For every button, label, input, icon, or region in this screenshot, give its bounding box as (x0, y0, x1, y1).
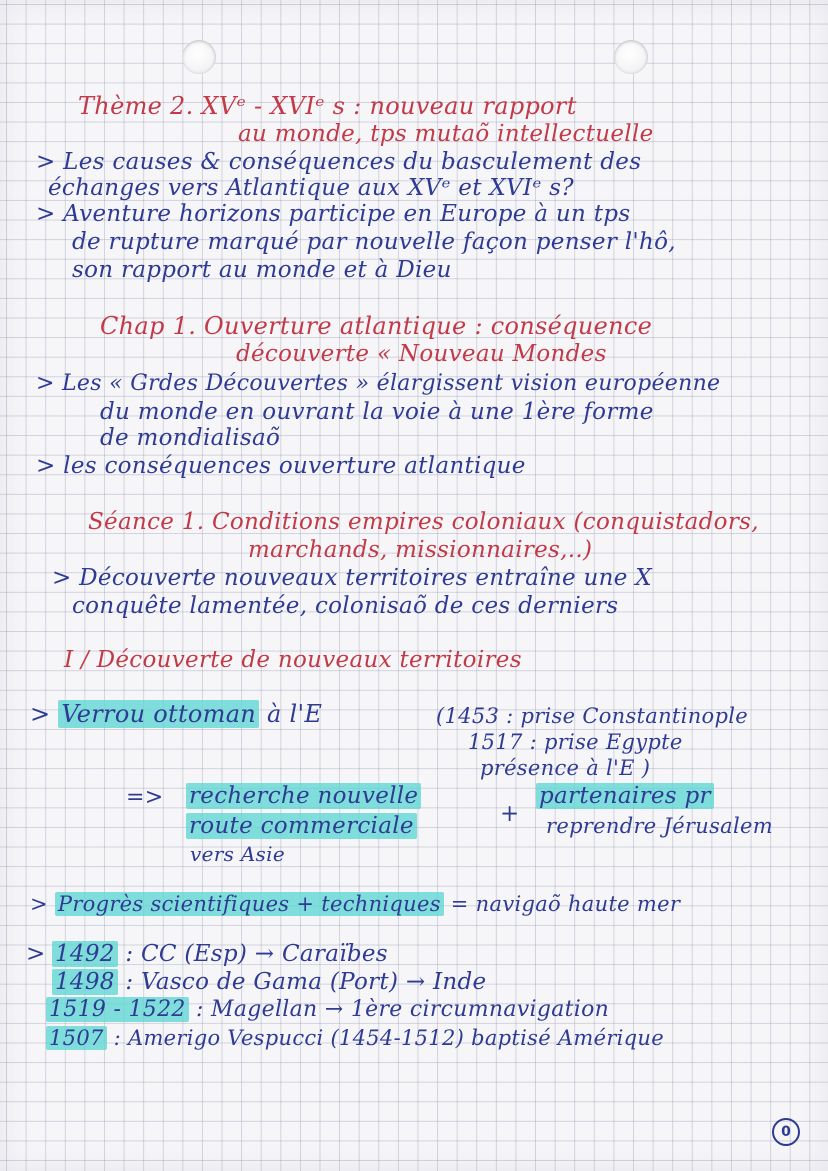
events-marker: > (26, 941, 46, 967)
question-aventure-line3: son rapport au monde et à Dieu (72, 257, 452, 283)
verrou-ottoman-line: > Verrou ottoman à l'E (30, 700, 323, 728)
event-row (46, 1024, 664, 1052)
event-text: : Vasco de Gama (Port) → Inde (125, 969, 487, 995)
seance-subtitle: marchands, missionnaires,..) (248, 537, 593, 563)
recherche-highlight-2: route commerciale (186, 813, 417, 839)
recherche-route-line1 (186, 782, 421, 810)
event-year: 1519 - 1522 (46, 997, 189, 1022)
event-text: : Amerigo Vespucci (1454-1512) baptisé Amérique (113, 1026, 664, 1050)
question-aventure-line1: > Aventure horizons participe en Europe à un tps (36, 201, 631, 227)
chapter-subtitle: découverte « Nouveau Mondes (236, 341, 607, 367)
note-consequences: > les conséquences ouverture atlantique (36, 453, 526, 479)
progres-rest: = navigaõ haute mer (450, 892, 681, 916)
question-causes-line2: échanges vers Atlantique aux XVᵉ et XVIᵉ s? (48, 175, 574, 201)
event-year: 1498 (52, 969, 118, 995)
partenaires-line1 (536, 782, 714, 810)
question-aventure-line2: de rupture marqué par nouvelle façon penser l'hô, (72, 229, 676, 255)
event-year: 1507 (46, 1026, 107, 1050)
note-grandes-decouvertes-line1: > Les « Grdes Découvertes » élargissent vision européenne (36, 371, 721, 396)
seance-title: Séance 1. Conditions empires coloniaux (conquistadors, (88, 509, 759, 535)
event-text: : Magellan → 1ère circumnavigation (196, 997, 610, 1022)
note-decouverte-line2: conquête lamentée, colonisaõ de ces derniers (72, 593, 619, 619)
progres-line: > Progrès scientifiques + techniques = navigaõ haute mer (30, 892, 681, 916)
question-causes-line1: > Les causes & conséquences du basculement des (36, 149, 642, 175)
partenaires-line2: reprendre Jérusalem (546, 814, 773, 838)
note-decouverte-line1: > Découverte nouveaux territoires entraîne une X (52, 565, 652, 591)
recherche-highlight-1: recherche nouvelle (186, 783, 421, 809)
theme-title: Thème 2. XVᵉ - XVIᵉ s : nouveau rapport (78, 92, 577, 120)
note-grandes-decouvertes-line3: de mondialisaõ (100, 425, 281, 451)
verrou-presence: présence à l'E ) (480, 756, 651, 780)
verrou-date-1517: 1517 : prise Egypte (468, 730, 683, 754)
event-row (52, 968, 486, 996)
verrou-date-1453: (1453 : prise Constantinople (436, 704, 748, 728)
event-row (46, 996, 609, 1024)
event-year: 1492 (52, 941, 118, 967)
part-one-title: I / Découverte de nouveaux territoires (64, 647, 522, 673)
event-row (52, 940, 388, 968)
progres-highlight: Progrès scientifiques + techniques (55, 892, 444, 916)
theme-subtitle: au monde, tps mutaõ intellectuelle (238, 121, 654, 147)
chapter-title: Chap 1. Ouverture atlantique : conséquence (100, 312, 653, 340)
verrou-ottoman-rest: à l'E (267, 700, 323, 728)
binder-hole-left (182, 40, 216, 74)
note-grandes-decouvertes-line2: du monde en ouvrant la voie à une 1ère forme (100, 399, 654, 425)
partenaires-highlight: partenaires pr (536, 783, 714, 809)
recherche-route-line3: vers Asie (190, 842, 285, 866)
verrou-ottoman-highlight: Verrou ottoman (58, 700, 259, 728)
recherche-route-line2 (186, 812, 417, 840)
page-number: 0 (772, 1118, 800, 1146)
binder-hole-right (614, 40, 648, 74)
arrow-implies-icon: => (126, 785, 164, 810)
plus-icon: + (500, 801, 520, 827)
event-text: : CC (Esp) → Caraïbes (125, 941, 388, 967)
